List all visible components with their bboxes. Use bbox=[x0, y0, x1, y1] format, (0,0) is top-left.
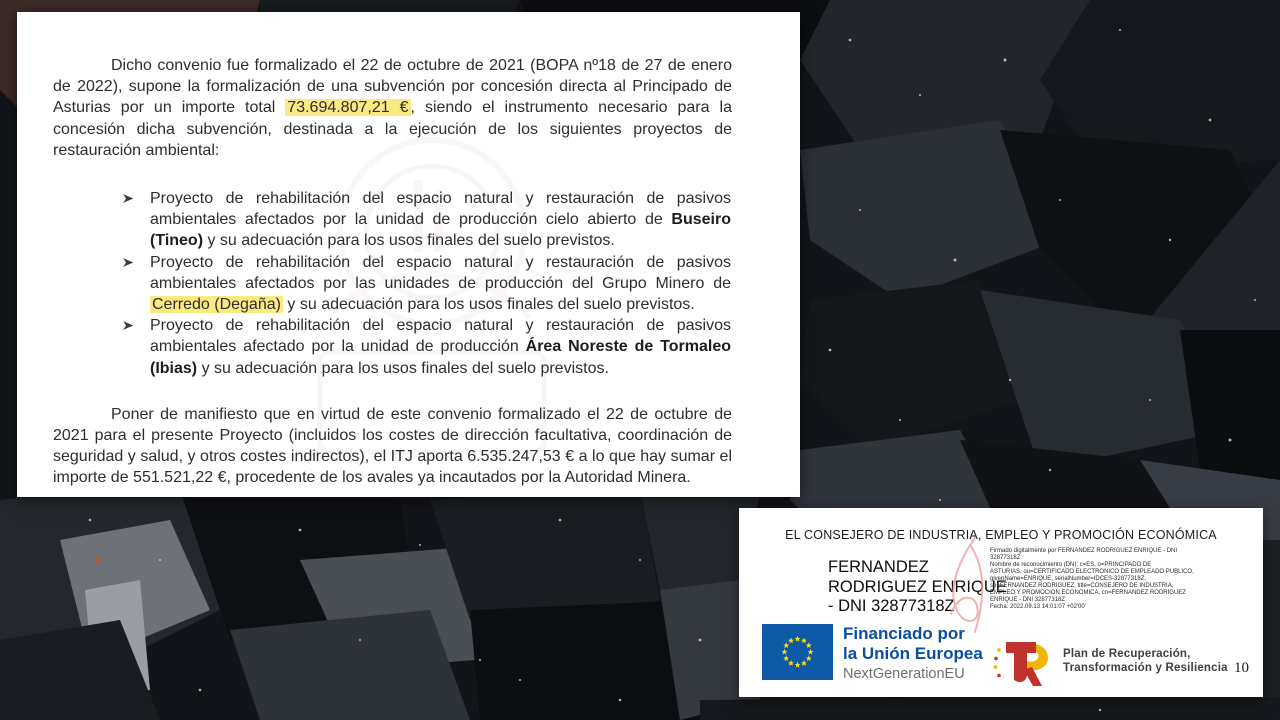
highlighted-amount: 73.694.807,21 € bbox=[287, 99, 409, 117]
signature-detail-line: ASTURIAS, ou=CERTIFICADO ELECTRONICO DE EMPLEADO PUBLICO, bbox=[990, 569, 1194, 575]
paragraph-text: , siendo el instrumento necesario para la concesión dicha subvención, destinada a la ejecución de los siguientes proyectos de restauración ambiental: bbox=[53, 99, 732, 159]
arrow-bullet-icon bbox=[122, 256, 135, 269]
plan-recuperacion-label bbox=[1063, 648, 1228, 675]
projects-list bbox=[53, 188, 732, 379]
list-item-tormaleo bbox=[122, 315, 731, 379]
bullet-text: Proyecto de rehabilitación del espacio natural y restauración de pasivos ambientales afectados por las unidades de producción del Grupo Minero de bbox=[150, 253, 731, 292]
plan-line: Transformación y Resiliencia bbox=[1063, 661, 1228, 674]
paragraph-text: Dicho convenio fue formalizado el 22 de octubre de 2021 (BOPA nº18 de 27 de enero de 2022), supone la formalización de una subvención por concesión directa al Principado de Asturias por un importe total bbox=[53, 57, 732, 117]
eu-funding-line: la Unión Europea bbox=[843, 643, 983, 663]
list-item-buseiro bbox=[122, 188, 731, 252]
bullet-text: Proyecto de rehabilitación del espacio natural y restauración de pasivos ambientales afectado por la unidad de producción bbox=[150, 317, 731, 356]
bullet-bold-text: Buseiro (Tineo) bbox=[150, 211, 731, 250]
signature-detail-line: ENRIQUE - DNI 32877318Z bbox=[990, 597, 1066, 603]
signature-panel bbox=[739, 508, 1263, 697]
document-body bbox=[53, 55, 732, 489]
signature-title: EL CONSEJERO DE INDUSTRIA, EMPLEO Y PROMOCIÓN ECONÓMICA bbox=[785, 528, 1217, 542]
tr-logo-icon bbox=[990, 637, 1060, 693]
eu-funding-text bbox=[843, 624, 983, 682]
bullet-text: y su adecuación para los usos finales del suelo previstos. bbox=[203, 232, 615, 250]
signature-detail-line: 32877318Z bbox=[990, 555, 1021, 561]
paragraph-convenio bbox=[53, 55, 732, 161]
page-number: 10 bbox=[1234, 660, 1249, 676]
signature-detail-line: Fecha: 2022.09.13 14:01:07 +02'00' bbox=[990, 604, 1086, 610]
signer-name-line: RODRIGUEZ ENRIQUE bbox=[828, 577, 1007, 596]
bullet-bold-text: Área Noreste de Tormaleo (Ibias) bbox=[150, 338, 731, 377]
signer-name-line: - DNI 32877318Z bbox=[828, 597, 955, 615]
signer-name-line: FERNANDEZ bbox=[828, 558, 929, 576]
eu-funding-line: Financiado por bbox=[843, 624, 965, 643]
signature-detail-line: Nombre de reconocimiento (DN): c=ES, o=PRINCIPADO DE bbox=[990, 562, 1152, 568]
digital-signature-details bbox=[990, 548, 1200, 611]
paragraph-aportacion: Poner de manifiesto que en virtud de este convenio formalizado el 22 de octubre de 2021 para el presente Proyecto (incluidos los costes de dirección facultativa, coordinación de seguridad y salud, y otros costes indirectos), el ITJ aporta 6.535.247,53 € a lo que hay sumar el importe de 551.521,22 €, procedente de los avales ya incautados por la Autoridad Minera. bbox=[53, 405, 732, 487]
plan-line: Plan de Recuperación, bbox=[1063, 648, 1191, 660]
nextgeneration-label: NextGenerationEU bbox=[843, 666, 965, 682]
highlighted-cerredo: Cerredo (Degaña) bbox=[152, 296, 281, 314]
bullet-text: y su adecuación para los usos finales del suelo previstos. bbox=[197, 359, 609, 377]
eu-flag-icon bbox=[762, 624, 833, 680]
signature-detail-line: givenName=ENRIQUE, serialNumber=IDCES-32877318Z, bbox=[990, 576, 1147, 582]
arrow-bullet-icon bbox=[122, 192, 135, 205]
signature-detail-line: Firmado digitalmente por FERNANDEZ RODRIGUEZ ENRIQUE - DNI bbox=[990, 548, 1178, 554]
arrow-bullet-icon bbox=[122, 319, 135, 332]
bullet-text: y su adecuación para los usos finales del suelo previstos. bbox=[282, 296, 695, 314]
signature-detail-line: EMPLEO Y PROMOCION ECONOMICA, cn=FERNANDEZ RODRIGUEZ bbox=[990, 590, 1186, 596]
list-item-cerredo bbox=[122, 252, 731, 316]
bullet-text: Proyecto de rehabilitación del espacio natural y restauración de pasivos ambientales afectados por la unidad de producción cielo abierto de bbox=[150, 190, 731, 229]
document-page bbox=[17, 12, 800, 497]
signature-detail-line: sn=FERNANDEZ RODRIGUEZ, title=CONSEJERO DE INDUSTRIA, bbox=[990, 583, 1174, 589]
